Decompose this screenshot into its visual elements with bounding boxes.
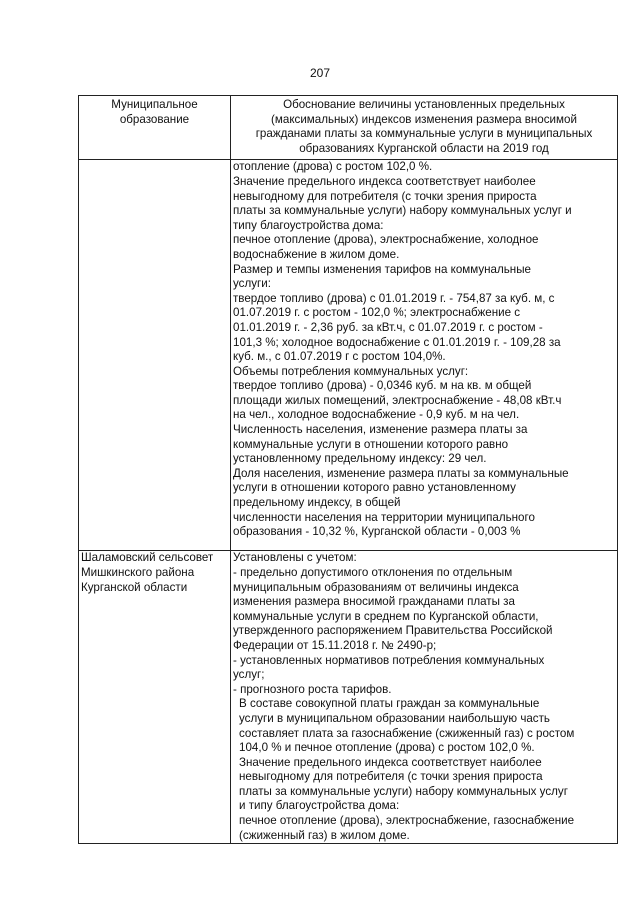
municipality-cell (79, 551, 231, 844)
page-number: 207 (309, 66, 331, 80)
justification-text-line: платы за коммунальные услуги) набору коммунальных услуг и (233, 204, 572, 218)
justification-text-line: невыгодному для потребителя (с точки зрения прироста (239, 770, 543, 784)
justification-text-line: твердое топливо (дрова) с 01.01.2019 г. - 754,87 за куб. м, с (233, 291, 555, 305)
justification-text-line: Федерации от 15.11.2018 г. № 2490-р; (233, 638, 437, 652)
justification-text-line: печное отопление (дрова), электроснабжение, газоснабжение (239, 814, 575, 828)
justification-text-line: В составе совокупной платы граждан за коммунальные (239, 697, 540, 711)
justification-text-line: коммунальные услуги в среднем по Курганской области, (233, 609, 539, 623)
justification-text-line: изменения размера вносимой гражданами платы за (233, 595, 515, 609)
justification-text-line: 104,0 % и печное отопление (дрова) с ростом 102,0 %. (239, 741, 535, 755)
justification-text-line: услуги: (233, 277, 271, 291)
justification-cell (231, 160, 618, 551)
table-row (79, 551, 618, 844)
justification-text-line: - прогнозного роста тарифов. (233, 682, 392, 696)
justification-text-line: Объемы потребления коммунальных услуг: (233, 364, 469, 378)
justification-text-line: Значение предельного индекса соответствует наиболее (233, 174, 536, 188)
justification-text-line: Размер и темпы изменения тарифов на коммунальные (233, 262, 531, 276)
justification-text-line: услуг; (233, 668, 265, 682)
justification-text-line: на чел., холодное водоснабжение - 0,9 куб. м на чел. (233, 408, 520, 422)
justification-text-line: Установлены с учетом: (233, 551, 357, 565)
justification-text-line: - установленных нормативов потребления коммунальных (233, 653, 545, 667)
header-text-line: гражданами платы за коммунальные услуги в муниципальных (255, 127, 593, 141)
justification-text-line: установленному предельному индексу: 29 чел. (233, 452, 487, 466)
justification-text-line: коммунальные услуги в отношении которого равно (233, 437, 509, 451)
justification-text-line: площади жилых помещений, электроснабжение - 48,08 кВт.ч (233, 393, 562, 407)
justification-text-line: водоснабжение в жилом доме. (233, 247, 400, 261)
justification-text-line: 01.01.2019 г. - 2,36 руб. за кВт.ч, с 01.07.2019 г. с ростом - (233, 320, 543, 334)
header-text-line: образование (119, 112, 190, 126)
municipality-name-line: Мишкинского района (81, 565, 195, 579)
header-text-line: Муниципальное (111, 98, 198, 111)
justification-text-line: невыгодному для потребителя (с точки зрения прироста (233, 189, 537, 203)
table-row (79, 160, 618, 551)
header-justification-cell (231, 96, 618, 160)
header-text-line: образованиях Курганской области на 2019 год (299, 141, 549, 155)
justification-text-line: куб. м., с 01.07.2019 г с ростом 104,0%. (233, 350, 446, 364)
justification-text-line: (сжиженный газ) в жилом доме. (239, 828, 410, 842)
justification-cell (231, 551, 618, 844)
justification-text-line: муниципальным образованиям от величины индекса (233, 580, 519, 594)
header-municipality-cell (79, 96, 231, 160)
justification-text-line: 101,3 %; холодное водоснабжение с 01.01.2019 г. - 109,28 за (233, 335, 561, 349)
justification-text-line: образования - 10,32 %, Курганской области - 0,003 % (233, 525, 521, 539)
justification-text-line: утвержденного распоряжением Правительства Российской (233, 624, 553, 638)
municipality-cell (79, 160, 231, 551)
justification-text-line: 01.07.2019 г. с ростом - 102,0 %; электроснабжение с (233, 306, 521, 320)
justification-text-line: твердое топливо (дрова) - 0,0346 куб. м на кв. м общей (233, 379, 532, 393)
justification-text-line: услуги в муниципальном образовании наибольшую часть (239, 711, 550, 725)
indices-table (78, 95, 618, 844)
justification-text-line: Значение предельного индекса соответствует наиболее (239, 755, 542, 769)
justification-text-line: услуги в отношении которого равно установленному (233, 481, 516, 495)
justification-text-line: платы за коммунальные услуги) набору коммунальных услуг (239, 784, 568, 798)
justification-text-line: печное отопление (дрова), электроснабжение, холодное (233, 233, 539, 247)
justification-text-line: типу благоустройства дома: (233, 218, 384, 232)
municipality-name-line: Шаламовский сельсовет (81, 551, 214, 565)
justification-text-line: составляет плата за газоснабжение (сжиженный газ) с ростом (239, 726, 575, 740)
justification-text-line: и типу благоустройства дома: (239, 799, 400, 813)
municipality-name-line: Курганской области (81, 580, 188, 594)
table-header-row (79, 96, 618, 160)
justification-text-line: отопление (дрова) с ростом 102,0 %. (233, 160, 433, 174)
justification-text-line: - предельно допустимого отклонения по отдельным (233, 565, 513, 579)
justification-text-line: численности населения на территории муниципального (233, 510, 535, 524)
header-text-line: Обоснование величины установленных предельных (283, 98, 565, 111)
justification-text-line: Численность населения, изменение размера платы за (233, 423, 528, 437)
header-text-line: (максимальных) индексов изменения размера вносимой (271, 112, 577, 126)
justification-text-line: предельному индексу, в общей (233, 496, 401, 510)
justification-text-line: Доля населения, изменение размера платы за коммунальные (233, 466, 569, 480)
